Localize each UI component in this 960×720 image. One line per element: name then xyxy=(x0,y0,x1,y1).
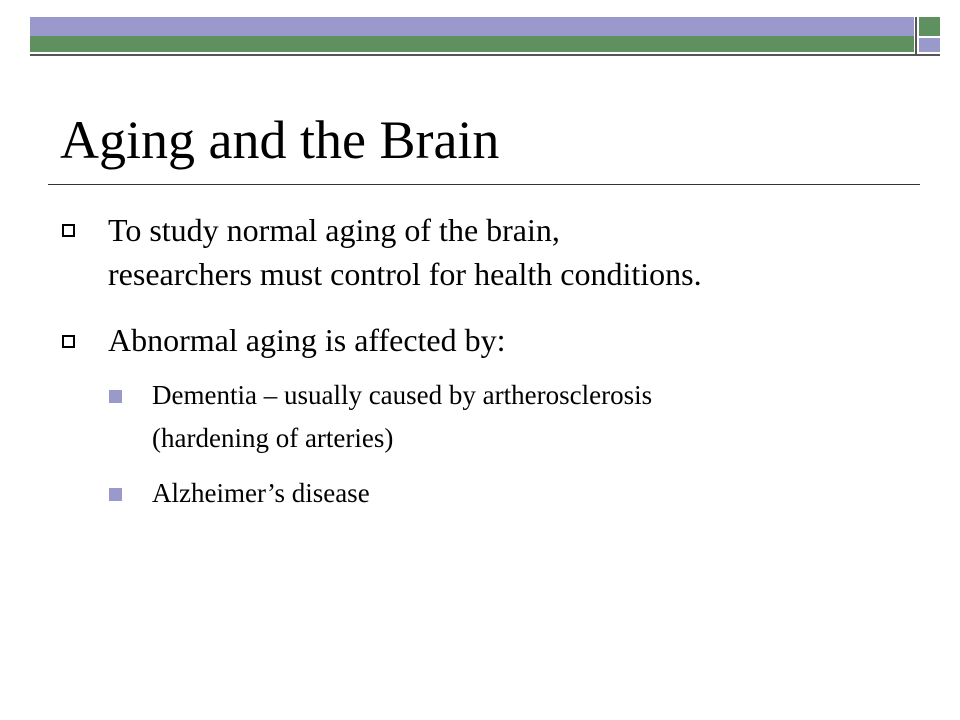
header-divider xyxy=(915,17,917,56)
hollow-square-bullet-icon xyxy=(62,335,75,348)
sub-bullet-text-line: Alzheimer’s disease xyxy=(152,478,370,508)
sub-bullet-text-line: (hardening of arteries) xyxy=(152,423,394,453)
header-band-green xyxy=(30,36,914,52)
filled-square-bullet-icon xyxy=(109,390,122,403)
bullet-text-line: To study normal aging of the brain, xyxy=(108,212,560,248)
header-corner-green xyxy=(919,17,940,36)
title-divider xyxy=(48,184,920,185)
header-band-purple xyxy=(30,17,914,36)
bullet-text-line: Abnormal aging is affected by: xyxy=(108,322,506,358)
sub-bullet-text-line: Dementia – usually caused by artherosclerosis xyxy=(152,380,653,410)
filled-square-bullet-icon xyxy=(109,488,122,501)
bullet-text-line: researchers must control for health conditions. xyxy=(108,256,702,292)
slide-title: Aging and the Brain xyxy=(60,110,500,170)
hollow-square-bullet-icon xyxy=(62,224,75,237)
header-underline xyxy=(30,54,940,56)
header-corner-purple xyxy=(919,38,940,52)
